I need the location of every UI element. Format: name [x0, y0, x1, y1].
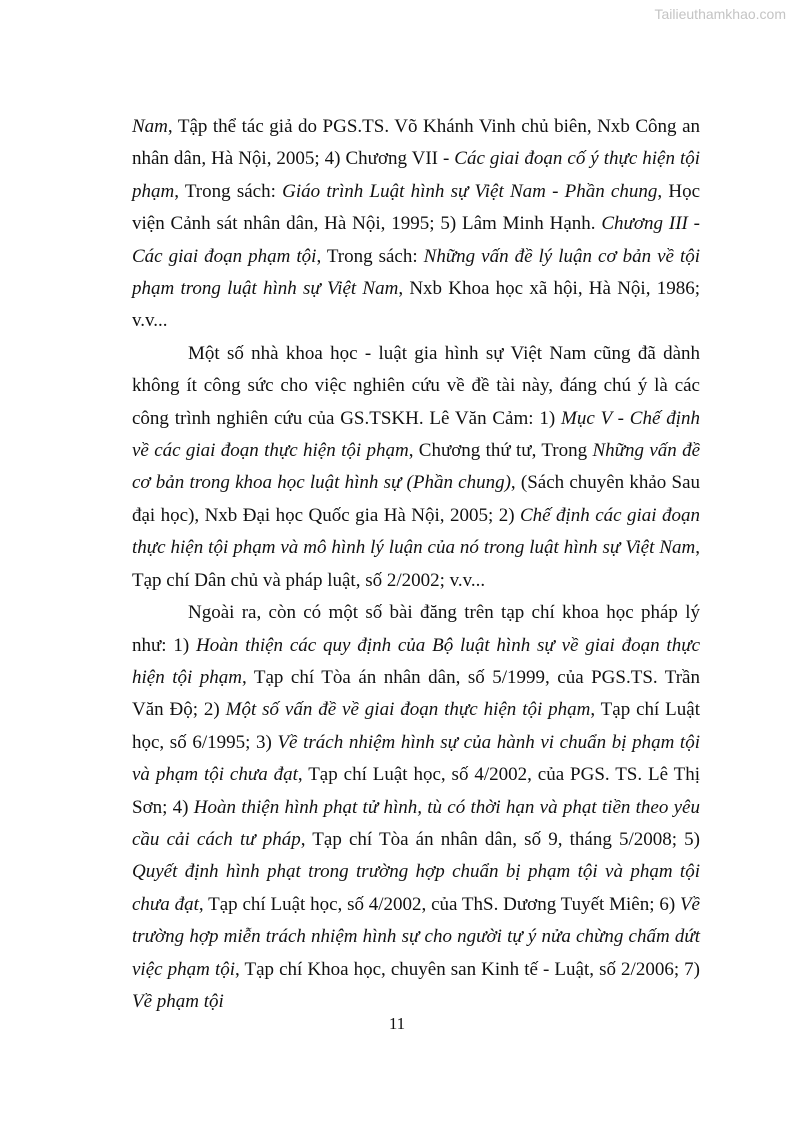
italic-citation-title: Những vấn đề cơ bản trong khoa học luật hình sự (Phần chung)	[132, 440, 701, 494]
paragraph	[132, 111, 700, 338]
text-segment: , Trong sách:	[316, 245, 424, 267]
text-segment: , Trong sách:	[174, 180, 283, 202]
text-segment: , Tạp chí Tòa án nhân dân, số 5/1999, của PGS.TS. Trần Văn Độ; 2)	[132, 666, 700, 721]
italic-citation-title: Về phạm tội	[132, 990, 224, 1012]
text-segment: Ngoài ra, còn có một số bài đăng trên tạp chí khoa học pháp lý như: 1)	[132, 602, 700, 656]
text-segment: , Tạp chí Khoa học, chuyên san Kinh tế - Luật, số 2/2006; 7)	[235, 958, 700, 980]
text-segment: , Tạp chí Tòa án nhân dân, số 9, tháng 5/2008; 5)	[300, 828, 700, 850]
italic-citation-title: Giáo trình Luật hình sự Việt Nam - Phần chung	[282, 180, 658, 202]
italic-citation-title: Các giai đoạn cố ý thực hiện tội phạm	[132, 148, 700, 202]
text-segment: , Nxb Khoa học xã hội, Hà Nội, 1986; v.v...	[132, 278, 700, 332]
italic-citation-title: Những vấn đề lý luận cơ bản về tội phạm trong luật hình sự Việt Nam	[132, 245, 700, 300]
text-segment: , Tạp chí Luật học, số 6/1995; 3)	[132, 699, 700, 753]
text-segment: , Tập thể tác giả do PGS.TS. Võ Khánh Vinh chủ biên, Nxb Công an nhân dân, Hà Nội, 2005; 4) Chương VII -	[132, 116, 700, 170]
text-segment: , Tạp chí Luật học, số 4/2002, của PGS. TS. Lê Thị Sơn; 4)	[132, 764, 700, 818]
text-segment: Một số nhà khoa học - luật gia hình sự Việt Nam cũng đã dành không ít công sức cho việc nghiên cứu về đề tài này, đáng chú ý là các công trình nghiên cứu của GS.TSKH. Lê Văn Cảm: 1)	[132, 342, 700, 429]
paragraph	[132, 338, 700, 597]
page-number: 11	[388, 1014, 406, 1033]
text-segment: , Tạp chí Luật học, số 4/2002, của ThS. Dương Tuyết Miên; 6)	[198, 893, 680, 915]
italic-citation-title: Chương III - Các giai đoạn phạm tội	[132, 213, 700, 267]
italic-citation-title: Về trách nhiệm hình sự của hành vi chuẩn bị phạm tội và phạm tội chưa đạt	[132, 731, 700, 786]
text-segment: , Chương thứ tư, Trong	[408, 440, 593, 462]
page-body	[132, 111, 700, 1018]
text-segment: , Học viện Cảnh sát nhân dân, Hà Nội, 1995; 5) Lâm Minh Hạnh.	[132, 180, 700, 235]
italic-citation-title: Nam	[132, 116, 168, 137]
text-segment: , Tạp chí Dân chủ và pháp luật, số 2/2002; v.v...	[132, 537, 700, 591]
italic-citation-title: Hoàn thiện hình phạt tử hình, tù có thời hạn và phạt tiền theo yêu cầu cải cách tư pháp	[132, 796, 700, 850]
italic-citation-title: Một số vấn đề về giai đoạn thực hiện tội phạm	[225, 699, 591, 721]
italic-citation-title: Về trường hợp miễn trách nhiệm hình sự cho người tự ý nửa chừng chấm dứt việc phạm tội	[132, 893, 700, 980]
paragraph	[132, 597, 700, 1018]
text-segment: , (Sách chuyên khảo Sau đại học), Nxb Đại học Quốc gia Hà Nội, 2005; 2)	[132, 472, 700, 526]
italic-citation-title: Hoàn thiện các quy định của Bộ luật hình sự về giai đoạn thực hiện tội phạm	[132, 634, 701, 688]
italic-citation-title: Chế định các giai đoạn thực hiện tội phạm và mô hình lý luận của nó trong luật hình sự Việt Nam	[132, 504, 700, 559]
watermark: Tailieuthamkhao.com	[654, 6, 786, 22]
italic-citation-title: Quyết định hình phạt trong trường hợp chuẩn bị phạm tội và phạm tội chưa đạt	[132, 861, 700, 915]
italic-citation-title: Mục V - Chế định về các giai đoạn thực hiện tội phạm	[132, 407, 700, 462]
